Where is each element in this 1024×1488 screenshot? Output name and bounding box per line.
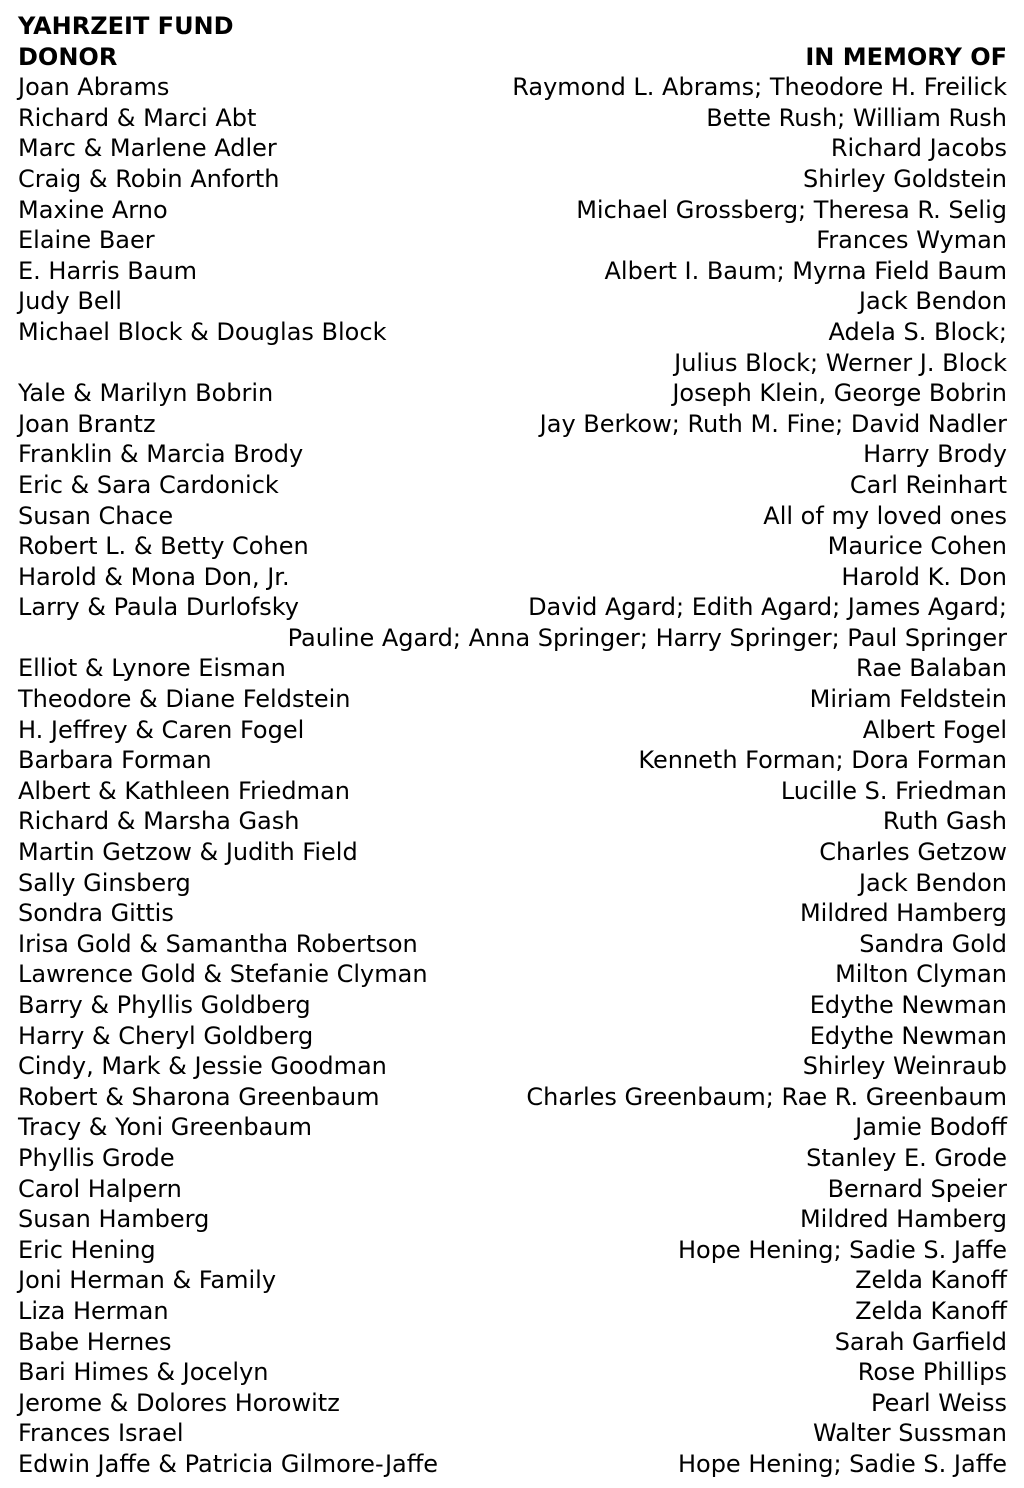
- in-memory-of: Pearl Weiss: [870, 1388, 1007, 1417]
- donor-name: Sally Ginsberg: [18, 868, 191, 897]
- entry-row: [18, 715, 1007, 746]
- in-memory-of: Bernard Speier: [827, 1174, 1007, 1203]
- entry-row: [18, 256, 1007, 287]
- in-memory-of: Raymond L. Abrams; Theodore H. Freilick: [512, 73, 1007, 102]
- in-memory-of: Walter Sussman: [813, 1419, 1007, 1448]
- donor-name: Irisa Gold & Samantha Robertson: [18, 929, 418, 958]
- donor-name: Franklin & Marcia Brody: [18, 440, 304, 469]
- in-memory-of: Hope Hening; Sadie S. Jaffe: [677, 1235, 1007, 1264]
- donor-name: Elliot & Lynore Eisman: [18, 654, 286, 683]
- donor-name: Edwin Jaffe & Patricia Gilmore-Jaffe: [18, 1449, 439, 1478]
- donor-name: Robert L. & Betty Cohen: [18, 532, 309, 561]
- in-memory-of-continued: Pauline Agard; Anna Springer; Harry Springer; Paul Springer: [287, 623, 1007, 652]
- donor-name: Harold & Mona Don, Jr.: [18, 562, 290, 591]
- in-memory-of: Miriam Feldstein: [809, 685, 1007, 714]
- entries-list: [18, 72, 1007, 1479]
- entry-row: [18, 1265, 1007, 1296]
- in-memory-of: Charles Getzow: [819, 838, 1007, 867]
- entry-row: [18, 1296, 1007, 1327]
- donor-name: Barbara Forman: [18, 746, 212, 775]
- in-memory-of: Milton Clyman: [835, 960, 1007, 989]
- yahrzeit-fund-list: [18, 11, 1007, 1480]
- donor-name: Susan Hamberg: [18, 1205, 210, 1234]
- donor-name: Babe Hernes: [18, 1327, 172, 1356]
- entry-row: [18, 103, 1007, 134]
- entry-row: [18, 837, 1007, 868]
- donor-name: Phyllis Grode: [18, 1143, 175, 1172]
- entry-row: [18, 1112, 1007, 1143]
- in-memory-of: Charles Greenbaum; Rae R. Greenbaum: [526, 1082, 1007, 1111]
- in-memory-of: Adela S. Block;: [828, 317, 1007, 346]
- entry-row: [18, 164, 1007, 195]
- entry-row: [18, 1021, 1007, 1052]
- in-memory-of: Richard Jacobs: [830, 134, 1007, 163]
- entry-row: [18, 409, 1007, 440]
- donor-name: Richard & Marsha Gash: [18, 807, 300, 836]
- in-memory-of: Shirley Goldstein: [803, 164, 1007, 193]
- donor-name: Eric Hening: [18, 1235, 156, 1264]
- donor-name: Marc & Marlene Adler: [18, 134, 277, 163]
- donor-name: Robert & Sharona Greenbaum: [18, 1082, 380, 1111]
- donor-name: Yale & Marilyn Bobrin: [18, 379, 274, 408]
- in-memory-of: Joseph Klein, George Bobrin: [672, 379, 1007, 408]
- entry-row: [18, 562, 1007, 593]
- in-memory-of: Jamie Bodoff: [855, 1113, 1007, 1142]
- donor-name: Craig & Robin Anforth: [18, 164, 280, 193]
- in-memory-of: Lucille S. Friedman: [780, 776, 1007, 805]
- donor-name: Cindy, Mark & Jessie Goodman: [18, 1052, 387, 1081]
- in-memory-of: Zelda Kanoff: [855, 1266, 1007, 1295]
- in-memory-of: Rae Balaban: [856, 654, 1007, 683]
- in-memory-of: Sandra Gold: [859, 929, 1007, 958]
- entry-row: [18, 317, 1007, 348]
- donor-name: Martin Getzow & Judith Field: [18, 838, 358, 867]
- entry-row: [18, 378, 1007, 409]
- in-memory-of: Shirley Weinraub: [802, 1052, 1007, 1081]
- donor-name: Elaine Baer: [18, 226, 155, 255]
- donor-name: Susan Chace: [18, 501, 174, 530]
- entry-row: [18, 806, 1007, 837]
- entry-row: [18, 990, 1007, 1021]
- entry-row: [18, 1051, 1007, 1082]
- in-memory-of: Bette Rush; William Rush: [706, 103, 1007, 132]
- donor-name: Maxine Arno: [18, 195, 168, 224]
- entry-row: [18, 1174, 1007, 1205]
- in-memory-of: All of my loved ones: [763, 501, 1007, 530]
- entry-row: [18, 868, 1007, 899]
- donor-name: Albert & Kathleen Friedman: [18, 776, 350, 805]
- donor-name: H. Jeffrey & Caren Fogel: [18, 715, 305, 744]
- in-memory-of: Jack Bendon: [858, 287, 1007, 316]
- entry-row: [18, 1357, 1007, 1388]
- entry-row: [18, 1388, 1007, 1419]
- donor-name: Barry & Phyllis Goldberg: [18, 991, 311, 1019]
- entry-row: [18, 592, 1007, 623]
- in-memory-of: Frances Wyman: [816, 226, 1007, 255]
- memory-column-header: IN MEMORY OF: [805, 42, 1007, 71]
- in-memory-of: Maurice Cohen: [827, 532, 1007, 561]
- entry-row: [18, 1418, 1007, 1449]
- donor-name: Eric & Sara Cardonick: [18, 470, 279, 499]
- in-memory-of: David Agard; Edith Agard; James Agard;: [528, 593, 1007, 622]
- in-memory-of: Zelda Kanoff: [855, 1296, 1007, 1325]
- entry-row: [18, 1235, 1007, 1266]
- in-memory-of: Rose Phillips: [857, 1358, 1007, 1387]
- in-memory-of: Edythe Newman: [809, 1021, 1007, 1050]
- donor-name: E. Harris Baum: [18, 256, 198, 285]
- in-memory-of: Harold K. Don: [841, 562, 1007, 591]
- in-memory-of: Edythe Newman: [809, 991, 1007, 1019]
- entry-row: [18, 286, 1007, 317]
- in-memory-of: Sarah Garfield: [834, 1327, 1007, 1356]
- entry-row: [18, 898, 1007, 929]
- in-memory-of: Kenneth Forman; Dora Forman: [638, 746, 1007, 775]
- entry-row: [18, 1449, 1007, 1480]
- in-memory-of: Hope Hening; Sadie S. Jaffe: [677, 1449, 1007, 1478]
- in-memory-of: Michael Grossberg; Theresa R. Selig: [576, 195, 1007, 224]
- in-memory-of: Carl Reinhart: [849, 470, 1007, 499]
- donor-name: Jerome & Dolores Horowitz: [18, 1388, 340, 1417]
- entry-row: [18, 439, 1007, 470]
- entry-row: [18, 195, 1007, 226]
- entry-row: [18, 133, 1007, 164]
- donor-name: Carol Halpern: [18, 1174, 182, 1203]
- entry-row: [18, 1204, 1007, 1235]
- in-memory-of: Mildred Hamberg: [799, 899, 1007, 928]
- in-memory-of: Albert Fogel: [862, 715, 1007, 744]
- entry-row: [18, 531, 1007, 562]
- in-memory-of: Albert I. Baum; Myrna Field Baum: [604, 256, 1007, 285]
- donor-name: Theodore & Diane Feldstein: [18, 685, 351, 714]
- in-memory-of: Mildred Hamberg: [799, 1205, 1007, 1234]
- entry-row: [18, 1143, 1007, 1174]
- entry-row: [18, 1082, 1007, 1113]
- in-memory-of-continued: Julius Block; Werner J. Block: [674, 348, 1007, 377]
- donor-name: Sondra Gittis: [18, 899, 174, 928]
- entry-row: [18, 1327, 1007, 1358]
- entry-row: [18, 959, 1007, 990]
- entry-row: [18, 929, 1007, 960]
- donor-name: Joan Abrams: [18, 73, 170, 102]
- entry-row: [18, 470, 1007, 501]
- in-memory-of: Harry Brody: [863, 440, 1007, 469]
- in-memory-of: Stanley E. Grode: [806, 1143, 1007, 1172]
- donor-name: Harry & Cheryl Goldberg: [18, 1021, 314, 1050]
- donor-name: Joni Herman & Family: [18, 1266, 277, 1295]
- entry-row: [18, 745, 1007, 776]
- entry-row: [18, 501, 1007, 532]
- donor-name: Judy Bell: [18, 287, 122, 316]
- donor-name: Liza Herman: [18, 1296, 169, 1325]
- donor-name: Frances Israel: [18, 1419, 184, 1448]
- donor-name: Michael Block & Douglas Block: [18, 317, 387, 346]
- in-memory-of: Jack Bendon: [858, 868, 1007, 897]
- entry-row: [18, 684, 1007, 715]
- entry-row: [18, 72, 1007, 103]
- entry-row: [18, 225, 1007, 256]
- entry-row: [18, 776, 1007, 807]
- donor-column-header: DONOR: [18, 42, 118, 71]
- donor-name: Bari Himes & Jocelyn: [18, 1358, 269, 1387]
- page-title: YAHRZEIT FUND: [18, 12, 234, 40]
- donor-name: Joan Brantz: [18, 409, 156, 438]
- in-memory-of: Jay Berkow; Ruth M. Fine; David Nadler: [539, 409, 1007, 438]
- donor-name: Larry & Paula Durlofsky: [18, 593, 299, 622]
- donor-name: Lawrence Gold & Stefanie Clyman: [18, 960, 428, 989]
- donor-name: Tracy & Yoni Greenbaum: [18, 1113, 312, 1142]
- in-memory-of: Ruth Gash: [882, 807, 1007, 836]
- entry-row: [18, 653, 1007, 684]
- donor-name: Richard & Marci Abt: [18, 103, 257, 132]
- column-headers: [18, 42, 1007, 73]
